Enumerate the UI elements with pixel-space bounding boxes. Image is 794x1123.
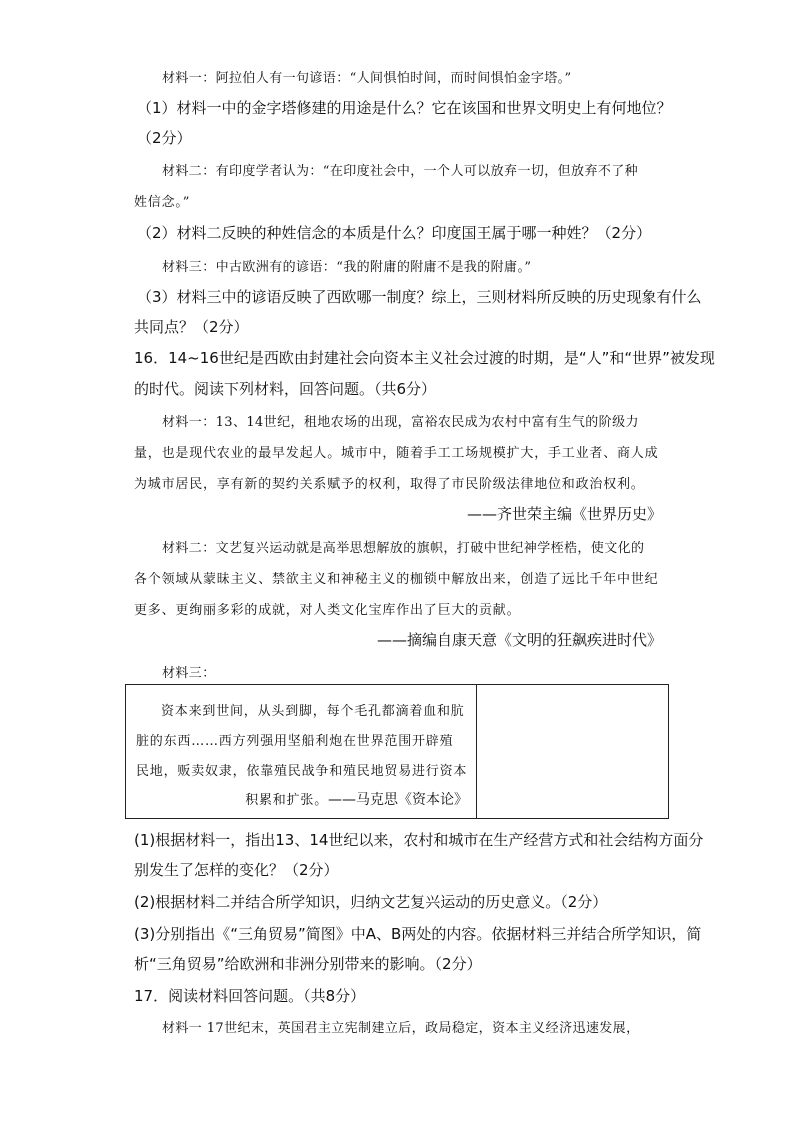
question-16-stem-cont: 的时代。阅读下列材料，回答问题。（共6分） <box>134 380 437 398</box>
q16-material-2-line-3: 更多、更绚丽多彩的成就，对人类文化宝库作出了巨大的贡献。 <box>134 603 521 618</box>
q17-material-1-line-1: 材料一 17世纪末，英国君主立宪制建立后，政局稳定，资本主义经济迅速发展， <box>162 1021 640 1036</box>
material-2-line-2: 姓信念。” <box>134 195 191 210</box>
question-15-1-score: （2分） <box>137 129 192 147</box>
material-2-line-1: 材料二：有印度学者认为：“在印度社会中，一个人可以放弃一切，但放弃不了种 <box>162 164 639 179</box>
table-quote-line-3: 民地，贩卖奴隶，依靠殖民战争和殖民地贸易进行资本 <box>136 764 468 779</box>
q16-material-1-line-1: 材料一：13、14世纪，租地农场的出现，富裕农民成为农村中富有生气的阶级力 <box>162 415 639 430</box>
question-15-3: （3）材料三中的谚语反映了西欧哪一制度？综上，三则材料所反映的历史现象有什么 <box>137 288 702 306</box>
source-citation-1: ——齐世荣主编《世界历史》 <box>466 505 662 523</box>
question-16-2: (2)根据材料二并结合所学知识，归纳文艺复兴运动的历史意义。（2分） <box>134 893 608 911</box>
table-quote-source <box>245 789 468 809</box>
question-15-1: （1）材料一中的金字塔修建的用途是什么？它在该国和世界文明史上有何地位？ <box>137 99 672 117</box>
question-15-3-cont: 共同点？（2分） <box>134 318 249 336</box>
question-16-1-cont: 别发生了怎样的变化？（2分） <box>134 861 339 879</box>
table-quote-citation: ——马克思《资本论》 <box>328 792 468 808</box>
table-quote-line-4: 积累和扩张。 <box>245 793 328 808</box>
material-3-proverb: 材料三：中古欧洲有的谚语：“我的附庸的附庸不是我的附庸。” <box>162 260 532 275</box>
question-15-2: （2）材料二反映的种姓信念的本质是什么？印度国王属于哪一种姓？（2分） <box>137 224 652 242</box>
question-17-stem: 17．阅读材料回答问题。（共8分） <box>134 987 366 1005</box>
q16-material-2-line-1: 材料二：文艺复兴运动就是高举思想解放的旗帜，打破中世纪神学桎梏，使文化的 <box>162 541 645 556</box>
question-16-3: (3)分别指出《“三角贸易”简图》中A、B两处的内容。依据材料三并结合所学知识，简 <box>134 925 702 943</box>
q16-material-1-line-3: 为城市居民，享有新的契约关系赋予的权利，取得了市民阶级法律地位和政治权利。 <box>134 477 645 492</box>
question-16-stem: 16．14~16世纪是西欧由封建社会向资本主义社会过渡的时期，是“人”和“世界”被发现 <box>134 349 715 367</box>
q16-material-1-line-2: 量，也是现代农业的最早发起人。城市中，随着手工工场规模扩大，手工业者、商人成 <box>134 446 659 461</box>
table-quote-line-2: 脏的东西……西方列强用坚船利炮在世界范围开辟殖 <box>136 734 454 749</box>
table-quote-line-1: 资本来到世间，从头到脚，每个毛孔都滴着血和肮 <box>161 704 465 719</box>
q16-material-2-line-2: 各个领域从蒙昧主义、禁欲主义和神秘主义的枷锁中解放出来，创造了远比千年中世纪 <box>134 572 659 587</box>
question-16-1: (1)根据材料一，指出13、14世纪以来，农村和城市在生产经营方式和社会结构方面分 <box>134 831 704 849</box>
table-divider <box>476 685 477 818</box>
material-3-table <box>125 684 669 819</box>
question-16-3-cont: 析“三角贸易”给欧洲和非洲分别带来的影响。（2分） <box>134 955 482 973</box>
material-1-proverb: 材料一：阿拉伯人有一句谚语：“人间惧怕时间，而时间惧怕金字塔。” <box>162 71 572 86</box>
source-citation-2: ——摘编自康天意《文明的狂飙疾进时代》 <box>376 631 662 649</box>
q16-material-3-label: 材料三： <box>162 666 216 681</box>
